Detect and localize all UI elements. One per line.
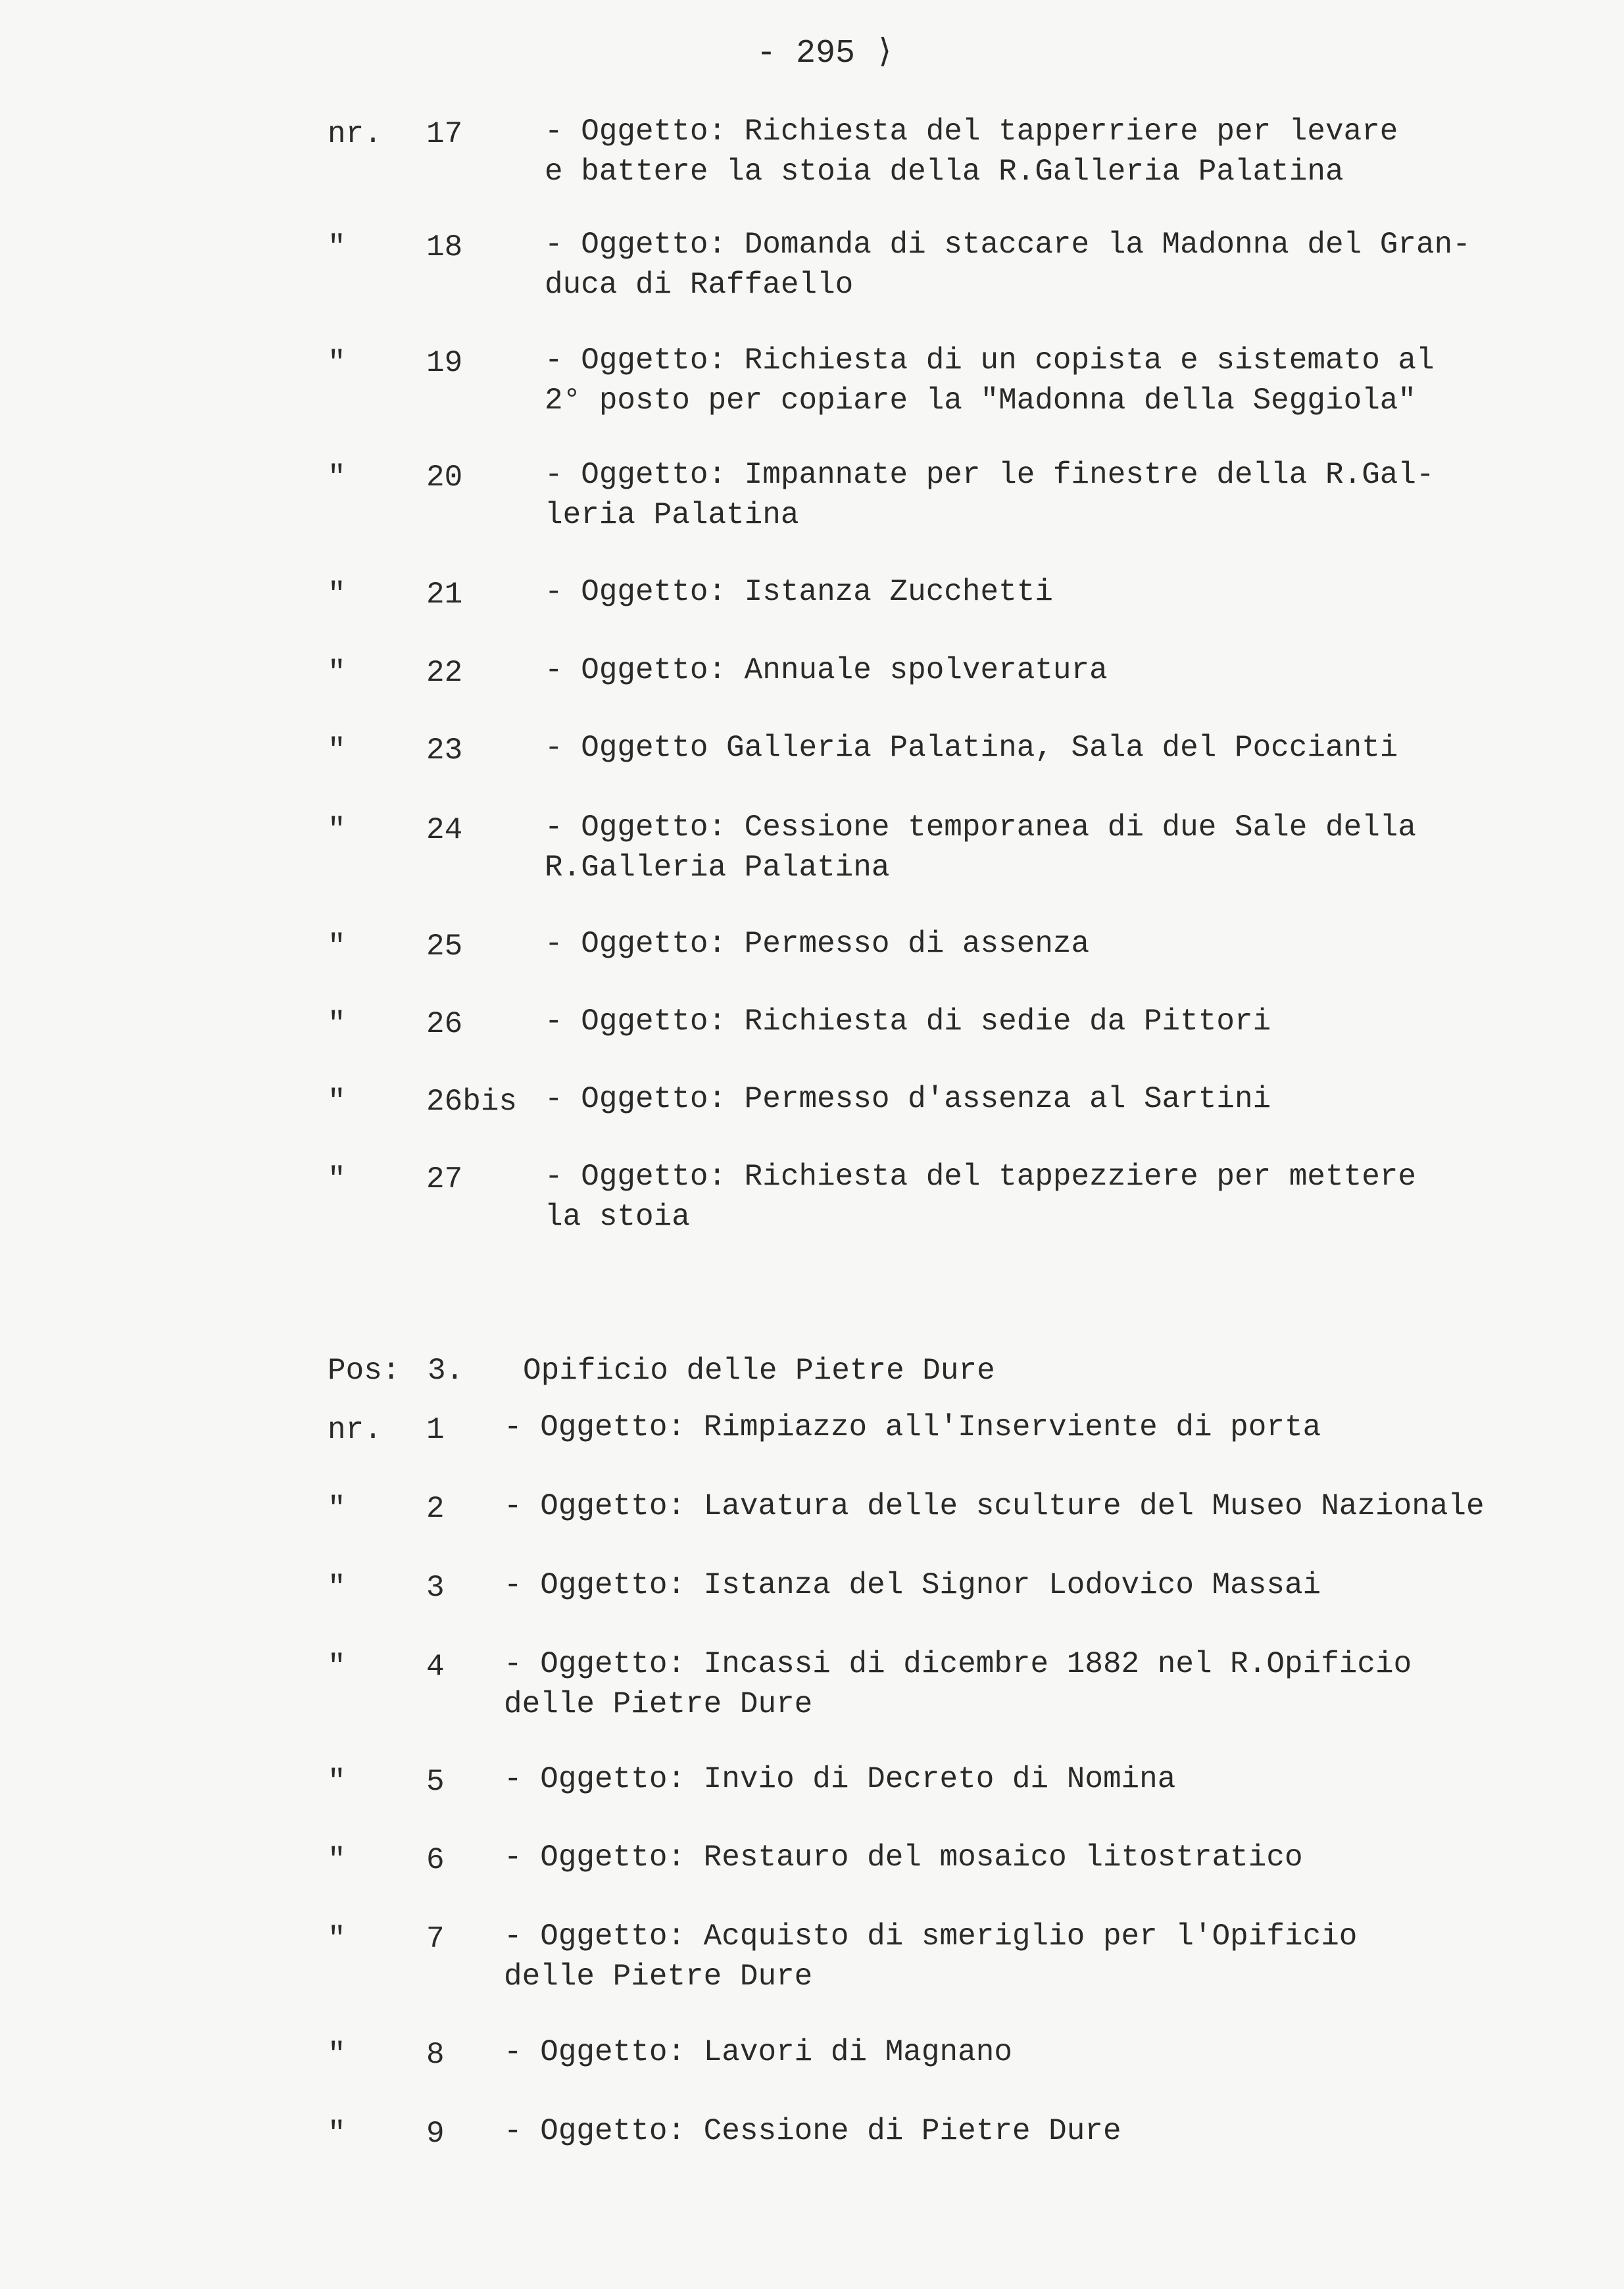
entry-number: 26bis: [426, 1085, 518, 1119]
entry-text: [545, 728, 1398, 768]
entry-text-line: - Oggetto: Permesso d'assenza al Sartini: [545, 1082, 1271, 1116]
entry-label: ": [328, 1922, 346, 1956]
entry-text: [545, 341, 1435, 421]
entry-number: 23: [426, 733, 463, 768]
entry-text-line: - Oggetto: Istanza Zucchetti: [545, 575, 1053, 609]
entry-text-line: duca di Raffaello: [545, 268, 854, 302]
entry-label: ": [328, 2117, 346, 2151]
entry-text-line: e battere la stoia della R.Galleria Palatina: [545, 155, 1344, 189]
entry-text: [545, 1157, 1416, 1237]
entry-label: ": [328, 578, 346, 612]
entry-text: [545, 455, 1435, 535]
entry-text-line: - Oggetto: Invio di Decreto di Nomina: [504, 1762, 1176, 1796]
entry-text-line: delle Pietre Dure: [504, 1687, 813, 1721]
entry-number: 6: [426, 1843, 445, 1877]
pos-number: 3.: [428, 1354, 464, 1388]
entry-text-line: - Oggetto: Restauro del mosaico litostratico: [504, 1840, 1303, 1875]
section-heading: Opificio delle Pietre Dure: [523, 1354, 995, 1388]
entry-label: ": [328, 1650, 346, 1684]
entry-text: [504, 1644, 1412, 1725]
entry-label: ": [328, 733, 346, 768]
entry-text: [545, 808, 1416, 888]
entry-text: [545, 225, 1471, 305]
entry-label: ": [328, 2038, 346, 2072]
entry-number: 4: [426, 1650, 445, 1684]
entry-text-line: - Oggetto: Richiesta di sedie da Pittori: [545, 1004, 1271, 1039]
entry-label: ": [328, 929, 346, 964]
entry-text: [504, 1565, 1321, 1606]
entry-label: nr.: [328, 117, 382, 151]
entry-text-line: la stoia: [545, 1200, 690, 1234]
entry-text-line: - Oggetto: Cessione temporanea di due Sale della: [545, 810, 1417, 845]
page-number: - 295 ⟩: [756, 35, 895, 72]
entry-text: [545, 572, 1053, 612]
entry-number: 17: [426, 117, 463, 151]
entry-label: ": [328, 1571, 346, 1605]
entry-text-line: - Oggetto: Cessione di Pietre Dure: [504, 2114, 1121, 2148]
entry-text: [504, 1487, 1485, 1527]
entry-text-line: - Oggetto: Impannate per le finestre della R.Gal-: [545, 458, 1435, 492]
entry-label: ": [328, 1162, 346, 1196]
entry-text-line: - Oggetto: Domanda di staccare la Madonna del Gran-: [545, 228, 1471, 262]
entry-number: 25: [426, 929, 463, 964]
entry-text-line: leria Palatina: [545, 498, 799, 532]
entry-label: ": [328, 230, 346, 264]
entry-number: 24: [426, 813, 463, 847]
entry-number: 27: [426, 1162, 463, 1196]
entry-text-line: - Oggetto: Annuale spolveratura: [545, 653, 1108, 687]
entry-label: ": [328, 1007, 346, 1041]
entry-number: 19: [426, 346, 463, 380]
entry-text-line: - Oggetto: Incassi di dicembre 1882 nel R.Opificio: [504, 1647, 1412, 1681]
entry-number: 1: [426, 1413, 445, 1447]
entry-text: [504, 1760, 1175, 1800]
entry-text: [545, 1002, 1271, 1042]
entry-text-line: - Oggetto: Lavori di Magnano: [504, 2035, 1012, 2069]
entry-text-line: - Oggetto: Richiesta del tappezziere per mettere: [545, 1160, 1417, 1194]
entry-text-line: - Oggetto: Acquisto di smeriglio per l'Opificio: [504, 1919, 1358, 1954]
entry-text: [545, 651, 1108, 691]
entry-number: 3: [426, 1571, 445, 1605]
entry-text-line: - Oggetto Galleria Palatina, Sala del Poccianti: [545, 731, 1398, 765]
entry-label: nr.: [328, 1413, 382, 1447]
entry-label: ": [328, 460, 346, 495]
entry-label: ": [328, 1492, 346, 1526]
entry-number: 21: [426, 578, 463, 612]
entry-label: ": [328, 1085, 346, 1119]
entry-text: [545, 112, 1398, 192]
entry-text: [504, 1917, 1357, 1997]
entry-number: 9: [426, 2117, 445, 2151]
pos-label: Pos:: [328, 1354, 401, 1388]
entry-text-line: - Oggetto: Istanza del Signor Lodovico Massai: [504, 1568, 1321, 1602]
entry-number: 18: [426, 230, 463, 264]
entry-text: [504, 2032, 1012, 2073]
entry-label: ": [328, 656, 346, 690]
entry-number: 8: [426, 2038, 445, 2072]
entry-number: 7: [426, 1922, 445, 1956]
entry-text-line: - Oggetto: Richiesta di un copista e sistemato al: [545, 343, 1435, 378]
entry-text-line: delle Pietre Dure: [504, 1959, 813, 1994]
entry-text-line: 2° posto per copiare la "Madonna della Seggiola": [545, 383, 1417, 418]
entry-label: ": [328, 1843, 346, 1877]
entry-label: ": [328, 346, 346, 380]
entry-number: 5: [426, 1765, 445, 1799]
entry-text-line: R.Galleria Palatina: [545, 850, 890, 885]
entry-number: 22: [426, 656, 463, 690]
entry-text-line: - Oggetto: Permesso di assenza: [545, 927, 1090, 961]
entry-text: [545, 924, 1089, 964]
entry-text: [504, 2111, 1121, 2152]
entry-text-line: - Oggetto: Richiesta del tapperriere per levare: [545, 114, 1398, 149]
entry-number: 2: [426, 1492, 445, 1526]
entry-text-line: - Oggetto: Rimpiazzo all'Inserviente di porta: [504, 1410, 1321, 1444]
entry-number: 26: [426, 1007, 463, 1041]
entry-label: ": [328, 1765, 346, 1799]
entry-text-line: - Oggetto: Lavatura delle sculture del Museo Nazionale: [504, 1489, 1485, 1523]
entry-label: ": [328, 813, 346, 847]
entry-text: [504, 1408, 1321, 1448]
entry-text: [504, 1838, 1303, 1878]
entry-number: 20: [426, 460, 463, 495]
entry-text: [545, 1079, 1271, 1120]
